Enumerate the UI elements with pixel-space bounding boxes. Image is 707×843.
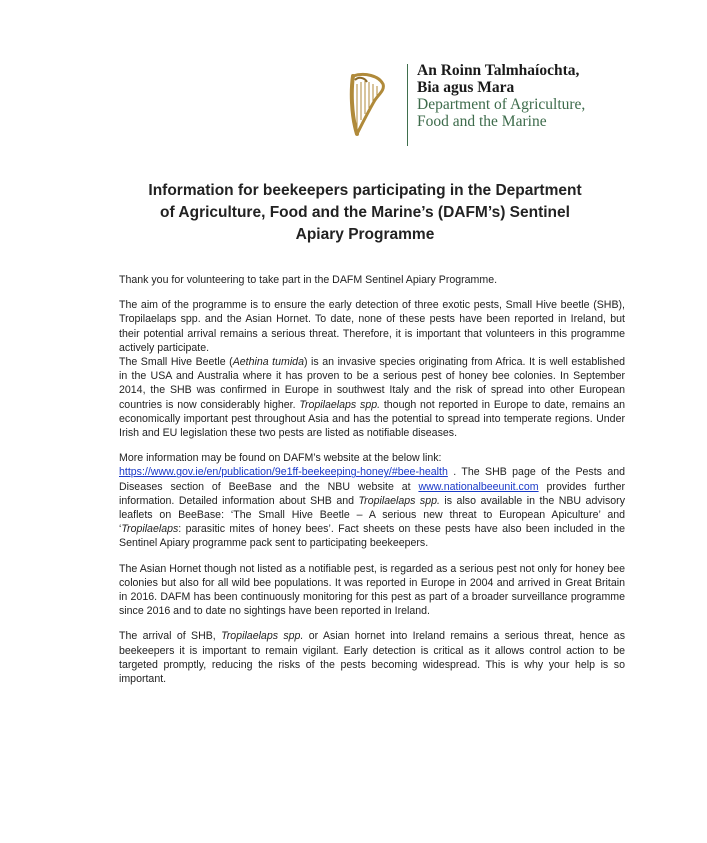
text-span: The Small Hive Beetle ( <box>119 356 233 369</box>
header-divider <box>407 64 408 146</box>
italic-species: Tropilaelaps spp. <box>299 398 381 411</box>
paragraph-aim: The aim of the programme is to ensure the early detection of three exotic pests, Small Hive beetle (SHB), Tropilaelaps spp. and the Asian Hornet. To date, none of these pests have been reported in Ireland, but their potential arrival remains a serious threat. Therefore, it is important that volunteers in this programme actively participate. <box>119 299 625 354</box>
nbu-link[interactable]: www.nationalbeeunit.com <box>418 480 539 493</box>
dept-irish-line2: Bia agus Mara <box>417 79 515 96</box>
italic-species: Tropilaelaps <box>121 523 179 536</box>
text-span: though not reported in Europe to date, remains an economically important pest throughout Asia and has the potential to spread into temperate regions. Under Irish and EU legislation these two pests are listed as notifiable diseases. <box>119 398 625 440</box>
italic-species: Aethina tumida <box>232 356 304 369</box>
harp-icon <box>345 70 389 140</box>
text-span: : parasitic mites of honey bees’. Fact sheets on these pests have also been included in the Sentinel Apiary programme pack sent to participating beekeepers. <box>119 523 625 550</box>
dept-english-line2: Food and the Marine <box>417 113 547 130</box>
title-line2: of Agriculture, Food and the Marine’s (DAFM’s) Sentinel <box>160 204 570 221</box>
text-span: is also available in the NBU advisory leaflets on BeeBase: ‘The Small Hive Beetle – A serious new threat to European Apiculture’ and ‘ <box>119 494 626 536</box>
italic-species: Tropilaelaps spp. <box>221 630 304 643</box>
text-span: provides further information. Detailed information about SHB and <box>119 480 626 507</box>
document-title <box>100 180 630 246</box>
department-header <box>345 62 675 148</box>
italic-species: Tropilaelaps spp. <box>358 494 440 507</box>
document-body <box>119 273 625 686</box>
paragraph-vigilance <box>119 629 625 686</box>
dept-english-line1: Department of Agriculture, <box>417 96 586 113</box>
title-line1: Information for beekeepers participating in the Department <box>148 182 582 199</box>
title-line3: Apiary Programme <box>295 226 435 243</box>
text-span: More information may be found on DAFM’s website at the below link: <box>119 452 442 465</box>
department-name <box>417 62 585 130</box>
dafm-link[interactable]: https://www.gov.ie/en/publication/9e1ff-beekeeping-honey/#bee-health <box>119 466 448 479</box>
paragraph-asian-hornet: The Asian Hornet though not listed as a notifiable pest, is regarded as a serious pest not only for honey bee colonies but also for all wild bee populations. It was reported in Europe in 2004 and arrived in Great Britain in 2016. DAFM has been continuously monitoring for this pest as part of a broader surveillance programme since 2016 and to date no sightings have been reported in Ireland. <box>119 562 625 618</box>
paragraph-shb <box>119 355 625 440</box>
text-span: ) is an invasive species originating from Africa. It is well established in the USA and Australia where it has proven to be a serious pest of honey bee colonies. In September 2014, the SHB was confirmed in Europe in southwest Italy and the risk of spread into other European countries is now considerably higher. <box>119 356 626 411</box>
dept-irish-line1: An Roinn Talmhaíochta, <box>417 62 580 79</box>
paragraph-thanks: Thank you for volunteering to take part in the DAFM Sentinel Apiary Programme. <box>119 274 498 286</box>
text-span: The arrival of SHB, <box>119 630 222 643</box>
text-span: or Asian hornet into Ireland remains a serious threat, hence as beekeepers it is important to remain vigilant. Early detection is critical as it allows control action to be targeted promptly, reducing the risks of the pests becoming widespread. This is why your help is so important. <box>119 630 625 686</box>
text-span: . The SHB page of the Pests and Diseases section of BeeBase and the NBU website at <box>119 466 625 493</box>
paragraph-more-info <box>119 451 625 550</box>
